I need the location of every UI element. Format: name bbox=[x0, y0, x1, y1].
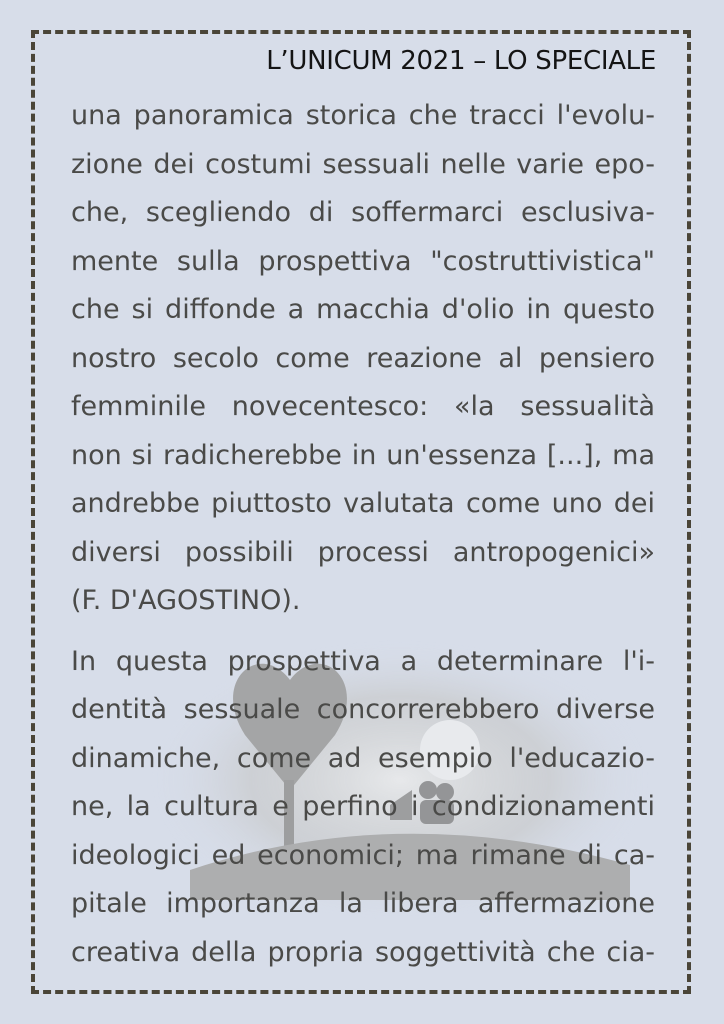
text-line: pitale importanza la libera affermazione bbox=[71, 888, 655, 919]
text-line: mente sulla prospettiva "costruttivistica" bbox=[71, 245, 655, 277]
text-line: dinamiche, come ad esempio l'educazio- bbox=[71, 742, 655, 774]
text-line: femminile novecentesco: «la sessualità bbox=[71, 391, 655, 422]
text-line: zione dei costumi sessuali nelle varie epo- bbox=[71, 148, 655, 180]
text-line: (F. D'AGOSTINO). bbox=[71, 585, 301, 616]
page-header: L’UNICUM 2021 – LO SPECIALE bbox=[266, 46, 656, 76]
text-line: ideologici ed economici; ma rimane di ca- bbox=[71, 839, 655, 871]
text-line: nostro secolo come reazione al pensiero bbox=[71, 342, 655, 374]
text-line: non si radicherebbe in un'essenza [...], ma bbox=[71, 439, 655, 471]
text-line: diversi possibili processi antropogenici» bbox=[71, 536, 655, 568]
text-line: creativa della propria soggettività che cia- bbox=[71, 936, 655, 968]
text-line: che, scegliendo di soffermarci esclusiva- bbox=[71, 197, 655, 228]
text-line: una panoramica storica che tracci l'evolu- bbox=[71, 100, 655, 131]
text-line: In questa prospettiva a determinare l'i- bbox=[71, 645, 655, 677]
text-line: dentità sessuale concorrerebbero diverse bbox=[71, 694, 655, 725]
text-line: che si diffonde a macchia d'olio in questo bbox=[71, 294, 655, 325]
article-text bbox=[71, 92, 655, 977]
text-line: andrebbe piuttosto valutata come uno dei bbox=[71, 488, 655, 519]
text-line: ne, la cultura e perfino i condizionamenti bbox=[71, 791, 655, 822]
